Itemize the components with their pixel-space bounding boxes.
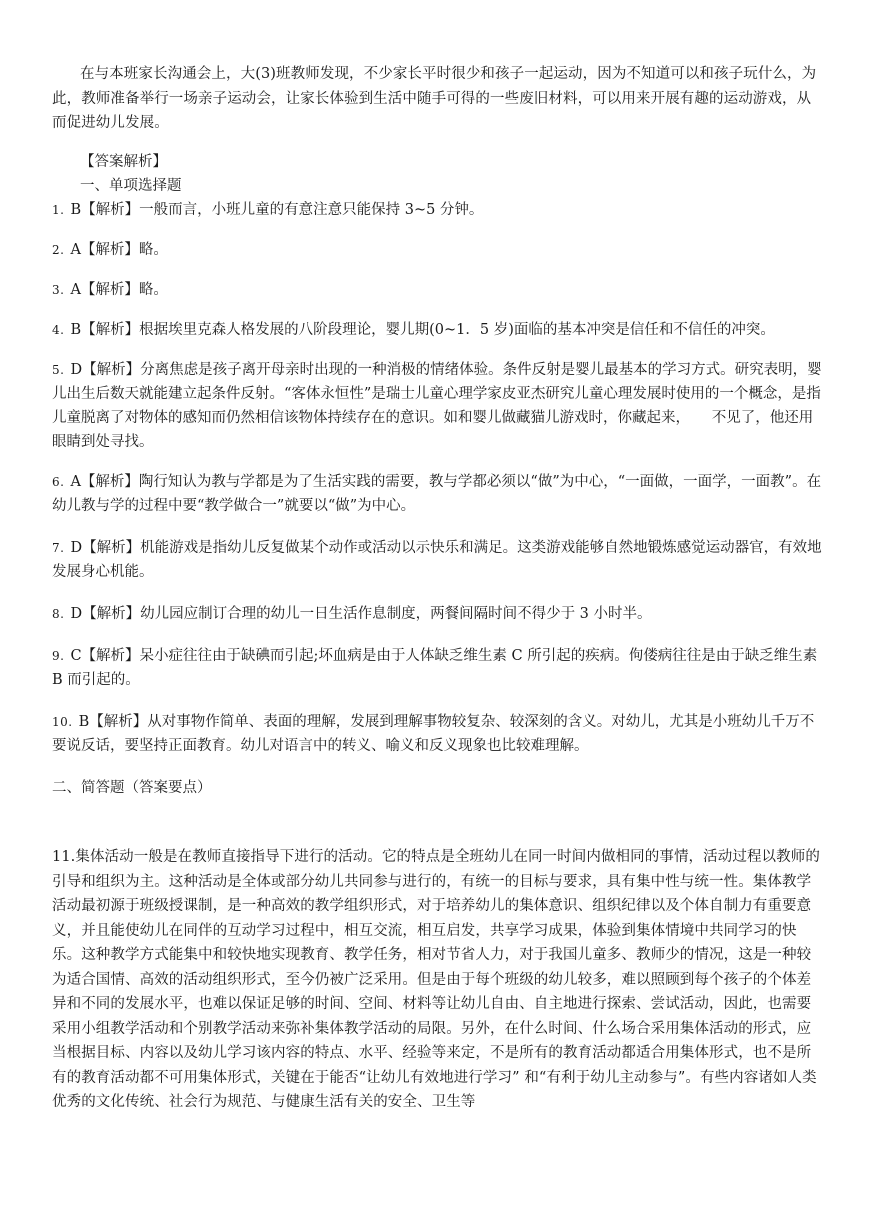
question-text: D【解析】幼儿园应制订合理的幼儿一日生活作息制度，两餐间隔时间不得少于 3 小时半。 bbox=[70, 606, 652, 622]
question-3 bbox=[52, 278, 822, 302]
question-5 bbox=[52, 358, 822, 454]
question-8 bbox=[52, 602, 822, 626]
question-text: A【解析】略。 bbox=[70, 282, 168, 298]
question-number: 2. bbox=[52, 243, 65, 257]
question-text: B【解析】根据埃里克森人格发展的八阶段理论，婴儿期(0~1．5 岁)面临的基本冲突是信任和不信任的冲突。 bbox=[70, 322, 775, 338]
question-number: 9. bbox=[52, 649, 65, 663]
question-number: 1. bbox=[52, 203, 65, 217]
question-number: 10. bbox=[52, 715, 73, 729]
question-number: 5. bbox=[52, 363, 65, 377]
question-2 bbox=[52, 238, 822, 262]
question-number: 4. bbox=[52, 323, 65, 337]
question-number: 6. bbox=[52, 475, 65, 489]
question-6 bbox=[52, 470, 822, 518]
question-text: B【解析】从对事物作简单、表面的理解，发展到理解事物较复杂、较深刻的含义。对幼儿，尤其是小班幼儿千万不要说反话，要坚持正面教育。幼儿对语言中的转义、喻义和反义现象也比较难理解。 bbox=[52, 714, 815, 754]
question-number: 3. bbox=[52, 283, 65, 297]
question-1 bbox=[52, 198, 822, 222]
question-text: D【解析】机能游戏是指幼儿反复做某个动作或活动以示快乐和满足。这类游戏能够自然地锻炼感觉运动器官，有效地发展身心机能。 bbox=[52, 540, 822, 580]
question-text: A【解析】略。 bbox=[70, 242, 168, 258]
question-text: C【解析】呆小症往往由于缺碘而引起;坏血病是由于人体缺乏维生素 C 所引起的疾病。佝偻病往往是由于缺乏维生素 B 而引起的。 bbox=[52, 648, 818, 688]
question-text: B【解析】一般而言，小班儿童的有意注意只能保持 3~5 分钟。 bbox=[70, 202, 484, 218]
question-7 bbox=[52, 536, 822, 584]
section1-heading: 一、单项选择题 bbox=[80, 178, 182, 194]
answer-heading: 【答案解析】 bbox=[80, 154, 167, 170]
question-number: 7. bbox=[52, 541, 65, 555]
question-text: A【解析】陶行知认为教与学都是为了生活实践的需要，教与学都必须以“做”为中心，“一面做，一面学，一面教”。在幼儿教与学的过程中要“教学做合一”就要以“做”为中心。 bbox=[52, 474, 822, 514]
question-text: D【解析】分离焦虑是孩子离开母亲时出现的一种消极的情绪体验。条件反射是婴儿最基本的学习方式。研究表明，婴儿出生后数天就能建立起条件反射。“客体永恒性”是瑞士儿童心理学家皮亚杰研究儿童心理发展时使用的一个概念，是指儿童脱离了对物体的感知而仍然相信该物体持续存在的意识。如和婴儿做藏猫儿游戏时，你藏起来， 不见了，他还用眼睛到处寻找。 bbox=[52, 362, 822, 450]
question-4 bbox=[52, 318, 822, 342]
question-10 bbox=[52, 710, 822, 758]
intro-paragraph: 在与本班家长沟通会上，大(3)班教师发现，不少家长平时很少和孩子一起运动，因为不知道可以和孩子玩什么，为此，教师准备举行一场亲子运动会，让家长体验到生活中随手可得的一些废旧材料，可以用来开展有趣的运动游戏，从而促进幼儿发展。 bbox=[52, 66, 817, 131]
section2-heading: 二、简答题（答案要点） bbox=[52, 780, 212, 796]
question-9 bbox=[52, 644, 822, 692]
answer-11-paragraph: 11.集体活动一般是在教师直接指导下进行的活动。它的特点是全班幼儿在同一时间内做相同的事情，活动过程以教师的引导和组织为主。这种活动是全体或部分幼儿共同参与进行的，有统一的目标与要求，具有集中性与统一性。集体教学活动最初源于班级授课制，是一种高效的教学组织形式，对于培养幼儿的集体意识、组织纪律以及个体自制力有重要意义，并且能使幼儿在同伴的互动学习过程中，相互交流，相互启发，共享学习成果，体验到集体情境中共同学习的快乐。这种教学方式能集中和较快地实现教育、教学任务，相对节省人力，对于我国儿童多、教师少的情况，这是一种较为适合国情、高效的活动组织形式，至今仍被广泛采用。但是由于每个班级的幼儿较多，难以照顾到每个孩子的个体差异和不同的发展水平，也难以保证足够的时间、空间、材料等让幼儿自由、自主地进行探索、尝试活动，因此，也需要采用小组教学活动和个别教学活动来弥补集体教学活动的局限。另外，在什么时间、什么场合采用集体活动的形式，应当根据目标、内容以及幼儿学习该内容的特点、水平、经验等来定，不是所有的教育活动都适合用集体形式，也不是所有的教育活动都不可用集体形式，关键在于能否“让幼儿有效地进行学习” 和“有利于幼儿主动参与”。有些内容诸如人类优秀的文化传统、社会行为规范、与健康生活有关的安全、卫生等 bbox=[52, 849, 820, 1110]
question-number: 8. bbox=[52, 607, 65, 621]
